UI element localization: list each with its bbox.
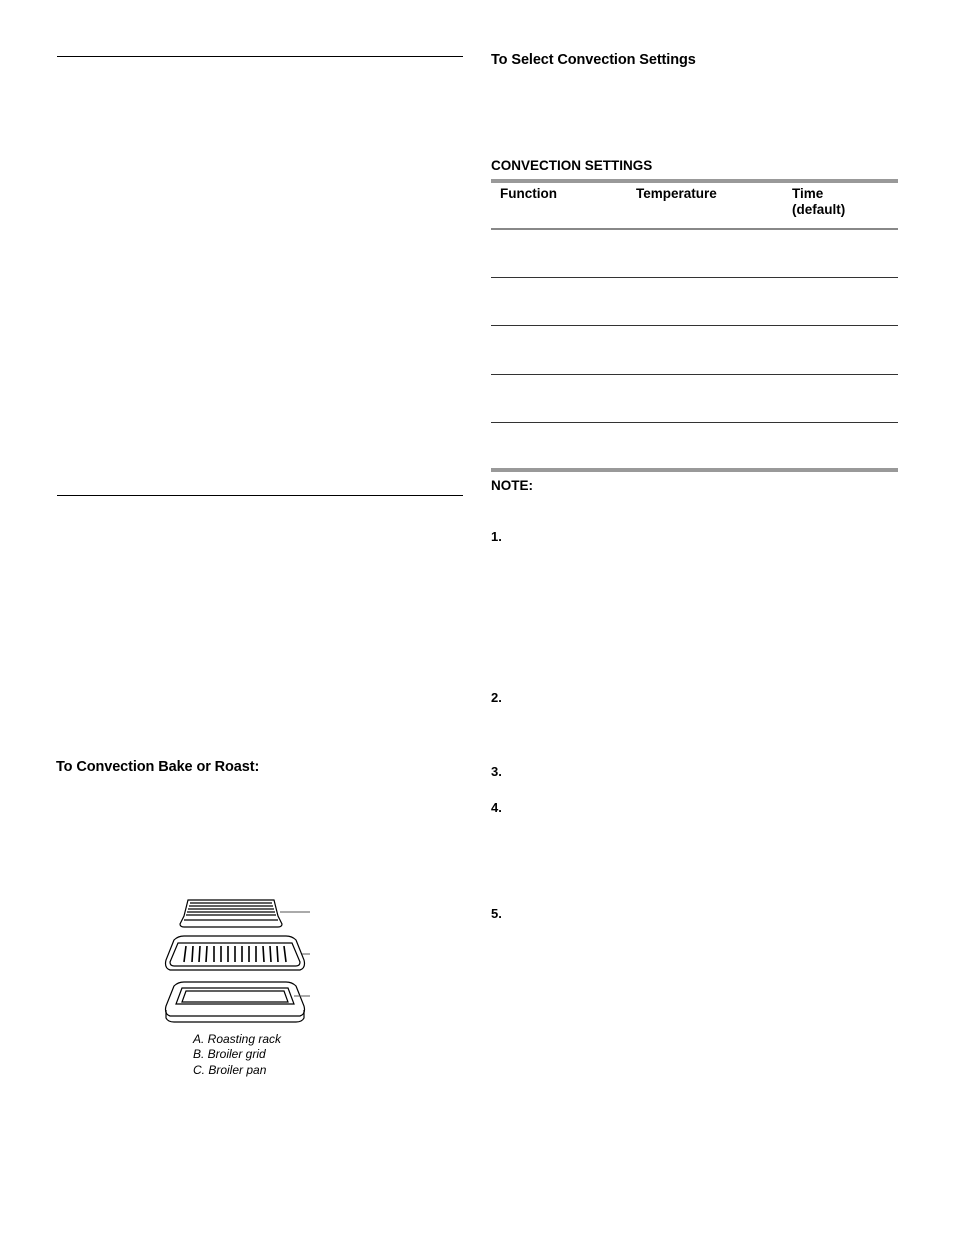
broiler-pan-drawing [166,982,305,1022]
section-divider-top-left [57,56,463,57]
table-header-time-line1: Time [792,186,824,201]
convection-bake-heading: To Convection Bake or Roast: [56,759,260,775]
caption-broiler-grid: B. Broiler grid [193,1047,266,1061]
table-row-rule [491,422,898,423]
step-number-3: 3. [491,764,502,779]
table-bottom-rule [491,468,898,472]
table-header-function: Function [500,186,557,201]
caption-broiler-pan: C. Broiler pan [193,1063,267,1077]
table-header-time [792,186,845,218]
section-divider-middle-left [57,495,463,496]
table-top-rule [491,179,898,183]
convection-settings-table-title: CONVECTION SETTINGS [491,158,653,173]
roasting-rack-drawing [180,900,282,927]
table-row-rule [491,277,898,278]
broiler-pan-illustration [160,890,320,1030]
table-header-temperature: Temperature [636,186,717,201]
table-row-rule [491,374,898,375]
step-number-2: 2. [491,690,502,705]
step-number-5: 5. [491,906,502,921]
broiler-grid-drawing [166,936,305,970]
table-row-rule [491,325,898,326]
note-label: NOTE: [491,478,533,493]
step-number-1: 1. [491,529,502,544]
table-header-rule [491,228,898,230]
caption-roasting-rack: A. Roasting rack [193,1032,282,1046]
table-header-time-line2: (default) [792,202,846,217]
step-number-4: 4. [491,800,502,815]
select-convection-heading: To Select Convection Settings [491,52,696,68]
